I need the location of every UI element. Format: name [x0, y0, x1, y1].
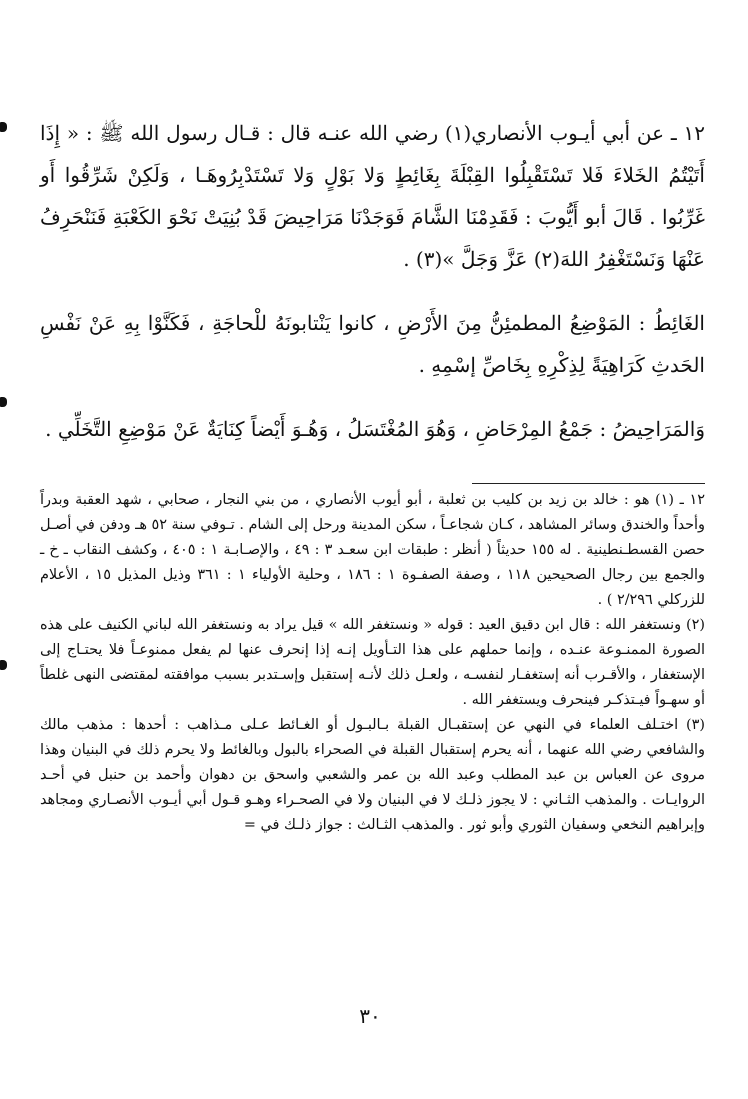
- footnote-2: (٢) ونستغفر الله : قال ابن دقيق العيد : قوله « ونستغفر الله » قيل يراد به ونستغفر الله لباني الكنيف على هذه الصورة الممنـوعة عنـده ، وإنما حملهم على هذا التـأويل إنـه إذا إنحرف عنها لم يفعل ممنوعـاً فلا يحتـاج إلى الإستغفار ، والأقـرب أنه إستغفـار لنفسـه ، ولعـل ذلك لأنـه إستقبل وإسـتدبر بسبب موافقته لمقتضى النهى غلطاً أو سهـواً فيـتذكـر فينحرف ويستغفر الله .: [40, 617, 705, 708]
- page-number: ٣٠: [359, 1004, 381, 1028]
- hadith-paragraph: ١٢ ـ عن أبي أيـوب الأنصاري(١) رضي الله عنـه قال : قـال رسول الله ﷺ : « إِذَا أَتَيْتُمُ الخَلاءَ فَلا تَسْتَقْبِلُوا القِبْلَةَ بِغَائِطٍ وَلا بَوْلٍ وَلا تَسْتَدْبِرُوهَـا ، وَلَكِنْ شَرِّقُوا أَو غَرِّبُوا . قَالَ أبو أَيُّوبَ : فَقَدِمْنَا الشَّامَ فَوَجَدْنَا مَرَاحِيضَ قَدْ بُنِيَتْ نَحْوَ الكَعْبَةِ فَنَنْحَرِفُ عَنْهَا وَنَسْتَغْفِرُ اللهَ(٢) عَزَّ وَجَلَّ »(٣) .: [40, 121, 706, 271]
- footnote-3: (٣) اختـلف العلماء في النهي عن إستقبـال القبلة بـالبـول أو الغـائط عـلى مـذاهب : أحدها : مذهب مالك والشافعي رضي الله عنهما ، أنه يحرم إستقبال القبلة في الصحراء بالبول وبالغائط ولا يحرم ذلك في البنيان وهذا مروى عن العباس بن عبد المطلب وعبد الله بن عمر والشعبي واسحق بن دهوان وأحمد بن حنبل في أحـد الروايـات . والمذهب الثـاني : لا يجوز ذلـك لا في البنيان ولا في الصحـراء وهـو قـول أبي أيـوب الأنصـاري ومجاهد وإبراهيم النخعي وسفيان الثوري وأبو ثور . والمذهب الثـالث : جواز ذلـك في =: [40, 717, 705, 833]
- hadith-text: [40, 112, 705, 472]
- gharib-paragraph-marahid: وَالمَرَاحِيضُ : جَمْعُ المِرْحَاضِ ، وَهُوَ المُغْتَسَلُ ، وَهُـوَ أَيْضاً كِنَايَةٌ عَنْ مَوْضِعِ التَّخَلِّي .: [45, 417, 705, 441]
- footnote-separator: [472, 483, 705, 484]
- scan-edge-mark: [0, 397, 7, 407]
- footnote-1: ١٢ ـ (١) هو : خالد بن زيد بن كليب بن ثعلبة ، أبو أيوب الأنصاري ، من بني النجار ، صحابي ، شهد العقبة وبدراً وأحداً والخندق وسائر المشاهد ، كـان شجاعـاً ، سكن المدينة ورحل إلى الشام . تـوفي سنة ٥٢ هـ ودفن في أصـل حصن القسطـنطينية . له ١٥٥ حديثاً ( أنظر : طبقات ابن سعـد ٣ : ٤٩ ، والإصـابـة ١ : ٤٠٥ ، وكشف النقاب ـ خ ـ والجمع بين رجال الصحيحين ١١٨ ، وصفة الصفـوة ١ : ١٨٦ ، وحلية الأولياء ١ : ٣٦١ وذيل المذيل ١٥ ، الأعلام للزركلي ٢/٢٩٦ ) .: [40, 492, 706, 608]
- scan-edge-mark: [0, 660, 7, 670]
- footnotes: [40, 488, 705, 838]
- scan-edge-mark: [0, 122, 7, 132]
- gharib-paragraph-ghaaet: الغَائِطُ : المَوْضِعُ المطمئِنُّ مِنَ الأَرْضِ ، كانوا يَنْتابونَهُ للْحاجَةِ ، فَكَنَّوْا بِهِ عَنْ نَفْسِ الحَدثِ كَرَاهِيَةً لِذِكْرِهِ بِخَاصِّ إسْمِهِ .: [40, 311, 705, 377]
